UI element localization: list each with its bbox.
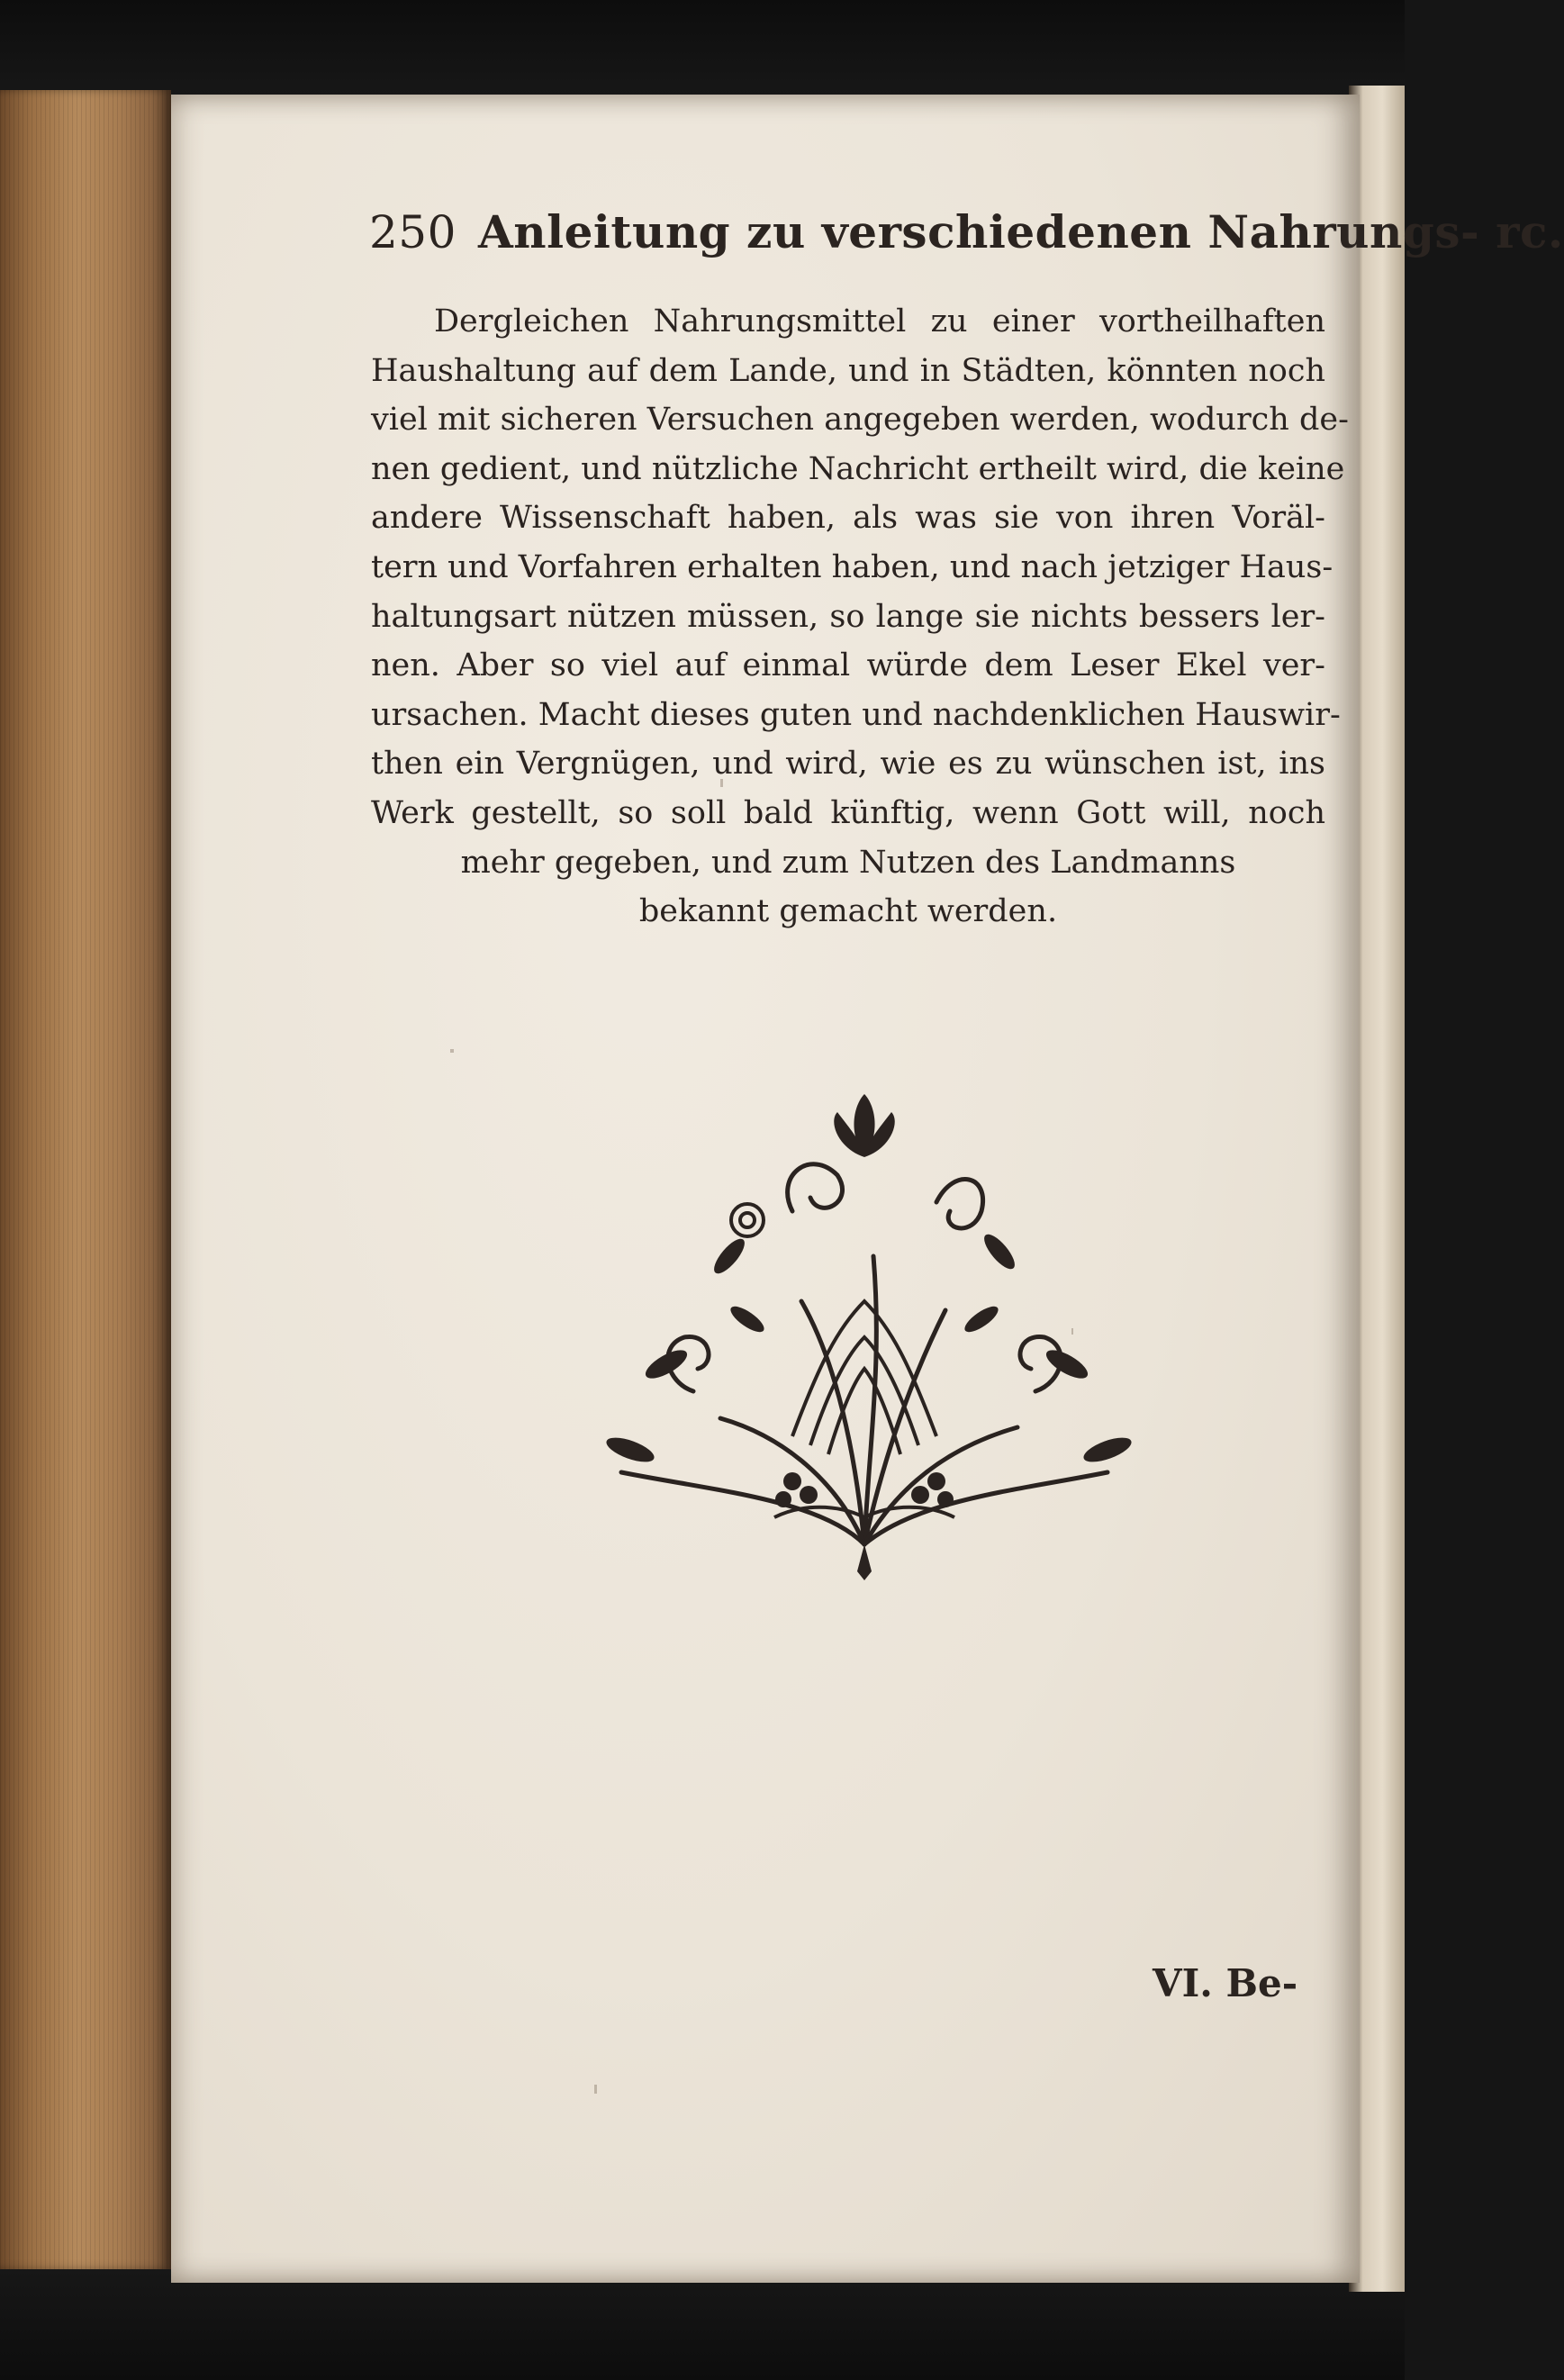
text-line: then ein Vergnügen, und wird, wie es zu wünschen ist, ins bbox=[371, 746, 1325, 783]
floral-vignette-icon bbox=[567, 1094, 1162, 1580]
closing-line: bekannt gemacht werden. bbox=[638, 893, 1058, 930]
text-line: Haushaltung auf dem Lande, und in Städten, könnten noch bbox=[371, 352, 1325, 389]
book-fore-edge bbox=[0, 90, 171, 2269]
text-line: haltungsart nützen müssen, so lange sie nichts bessers ler- bbox=[371, 598, 1325, 635]
text-line: tern und Vorfahren erhalten haben, und nach jetziger Haus- bbox=[371, 548, 1333, 585]
text-line: ursachen. Macht dieses guten und nachdenklichen Hauswir- bbox=[371, 696, 1341, 733]
running-header bbox=[369, 205, 1564, 258]
text-line: andere Wissenschaft haben, als was sie von ihren Voräl- bbox=[371, 500, 1325, 537]
text-line: Dergleichen Nahrungsmittel zu einer vortheilhaften bbox=[434, 303, 1325, 339]
page-number: 250 bbox=[369, 206, 457, 258]
closing-line: mehr gegeben, und zum Nutzen des Landmanns bbox=[460, 844, 1236, 881]
catchword: VI. Be- bbox=[1153, 1961, 1298, 2005]
running-title: Anleitung zu verschiedenen Nahrungs- rc. bbox=[477, 205, 1564, 258]
text-line: nen. Aber so viel auf einmal würde dem Leser Ekel ver- bbox=[371, 647, 1325, 684]
text-line: viel mit sicheren Versuchen angegeben werden, wodurch de- bbox=[371, 402, 1349, 439]
text-line: nen gedient, und nützliche Nachricht ertheilt wird, die keine bbox=[371, 450, 1345, 487]
text-line: Werk gestellt, so soll bald künftig, wenn Gott will, noch bbox=[371, 794, 1325, 831]
body-text bbox=[371, 297, 1349, 937]
